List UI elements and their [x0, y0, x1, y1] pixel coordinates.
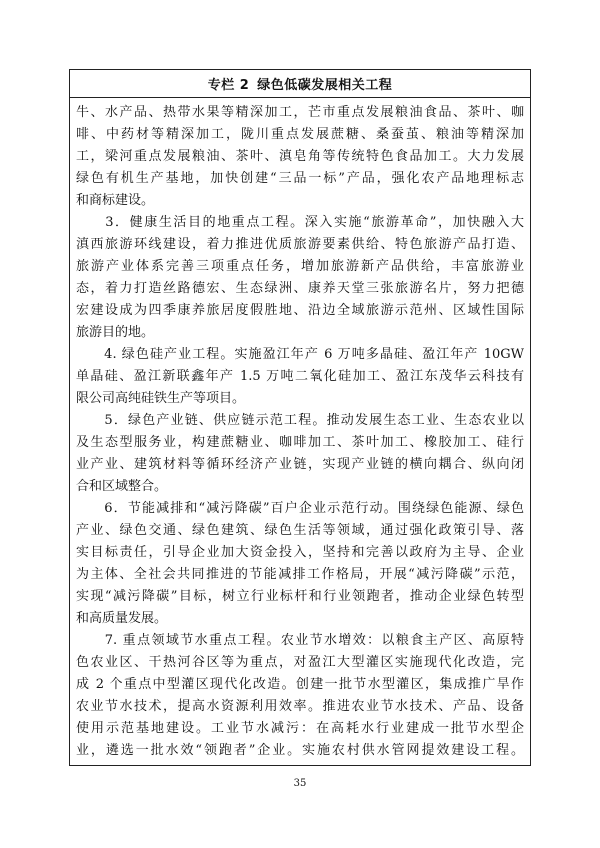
- text-line: 单晶硅、盈江新联鑫年产 1.5 万吨二氧化硅加工、盈江东茂华云科技有: [76, 369, 524, 384]
- page-number: 35: [293, 778, 307, 789]
- text-line: 态，着力打造丝路德宏、生态绿洲、康养天堂三张旅游名片，努力把德: [76, 281, 524, 296]
- text-line: 4. 绿色硅产业工程。实施盈江年产 6 万吨多晶硅、盈江年产 10GW: [76, 347, 524, 362]
- text-line: 及生态型服务业，构建蔗糖业、咖啡加工、茶叶加工、橡胶加工、硅行: [76, 435, 524, 450]
- text-line: 6．节能减排和“减污降碳”百户企业示范行动。围绕绿色能源、绿色: [76, 501, 524, 516]
- column-header: [70, 70, 530, 98]
- text-line: 绿色有机生产基地，加快创建“三品一标”产品，强化农产品地理标志: [76, 171, 524, 186]
- text-line: 啡、中药材等精深加工，陇川重点发展蔗糖、桑蚕茧、粮油等精深加: [76, 127, 524, 142]
- text-line: 限公司高纯硅铁生产等项目。: [76, 391, 246, 406]
- text-line: 成 2 个重点中型灌区现代化改造。创建一批节水型灌区，集成推广旱作: [76, 677, 524, 692]
- text-line: 使用示范基地建设。工业节水减污：在高耗水行业建成一批节水型企: [76, 721, 524, 736]
- text-line: 旅游产业体系完善三项重点任务，增加旅游新产品供给，丰富旅游业: [76, 259, 524, 274]
- text-line: 牛、水产品、热带水果等精深加工，芒市重点发展粮油食品、茶叶、咖: [76, 105, 524, 120]
- text-line: 为主体、全社会共同推进的节能减排工作格局，开展“减污降碳”示范，: [76, 567, 524, 582]
- text-line: 工，梁河重点发展粮油、茶叶、滇皂角等传统特色食品加工。大力发展: [76, 149, 524, 164]
- text-line: 3．健康生活目的地重点工程。深入实施“旅游革命”，加快融入大: [76, 215, 524, 230]
- text-line: 合和区域整合。: [76, 479, 168, 494]
- text-line: 实现“减污降碳”目标，树立行业标杆和行业领跑者，推动企业绿色转型: [76, 589, 524, 604]
- text-line: 旅游目的地。: [76, 325, 155, 340]
- text-line: 滇西旅游环线建设，着力推进优质旅游要素供给、特色旅游产品打造、: [76, 237, 524, 252]
- text-line: 农业节水技术，提高水资源利用效率。推进农业节水技术、产品、设备: [76, 699, 524, 714]
- text-line: 色农业区、干热河谷区等为重点，对盈江大型灌区实施现代化改造，完: [76, 655, 524, 670]
- text-line: 业产业、建筑材料等循环经济产业链，实现产业链的横向耦合、纵向闭: [76, 457, 524, 472]
- text-line: 7. 重点领域节水重点工程。农业节水增效：以粮食主产区、高原特: [76, 633, 524, 648]
- column-box: [69, 69, 531, 766]
- text-line: 5．绿色产业链、供应链示范工程。推动发展生态工业、生态农业以: [76, 413, 524, 428]
- column-title: 绿色低碳发展相关工程: [257, 78, 393, 93]
- text-line: 产业、绿色交通、绿色建筑、绿色生活等领域，通过强化政策引导、落: [76, 523, 524, 538]
- column-number: 专栏 2: [207, 78, 250, 93]
- text-line: 业，遴选一批水效“领跑者”企业。实施农村供水管网提效建设工程。: [76, 743, 524, 758]
- text-line: 和高质量发展。: [76, 611, 168, 626]
- column-body: [70, 98, 530, 762]
- text-line: 和商标建设。: [76, 193, 155, 208]
- text-line: 宏建设成为四季康养旅居度假胜地、沿边全域旅游示范州、区域性国际: [76, 303, 524, 318]
- text-line: 实目标责任，引导企业加大资金投入，坚持和完善以政府为主导、企业: [76, 545, 524, 560]
